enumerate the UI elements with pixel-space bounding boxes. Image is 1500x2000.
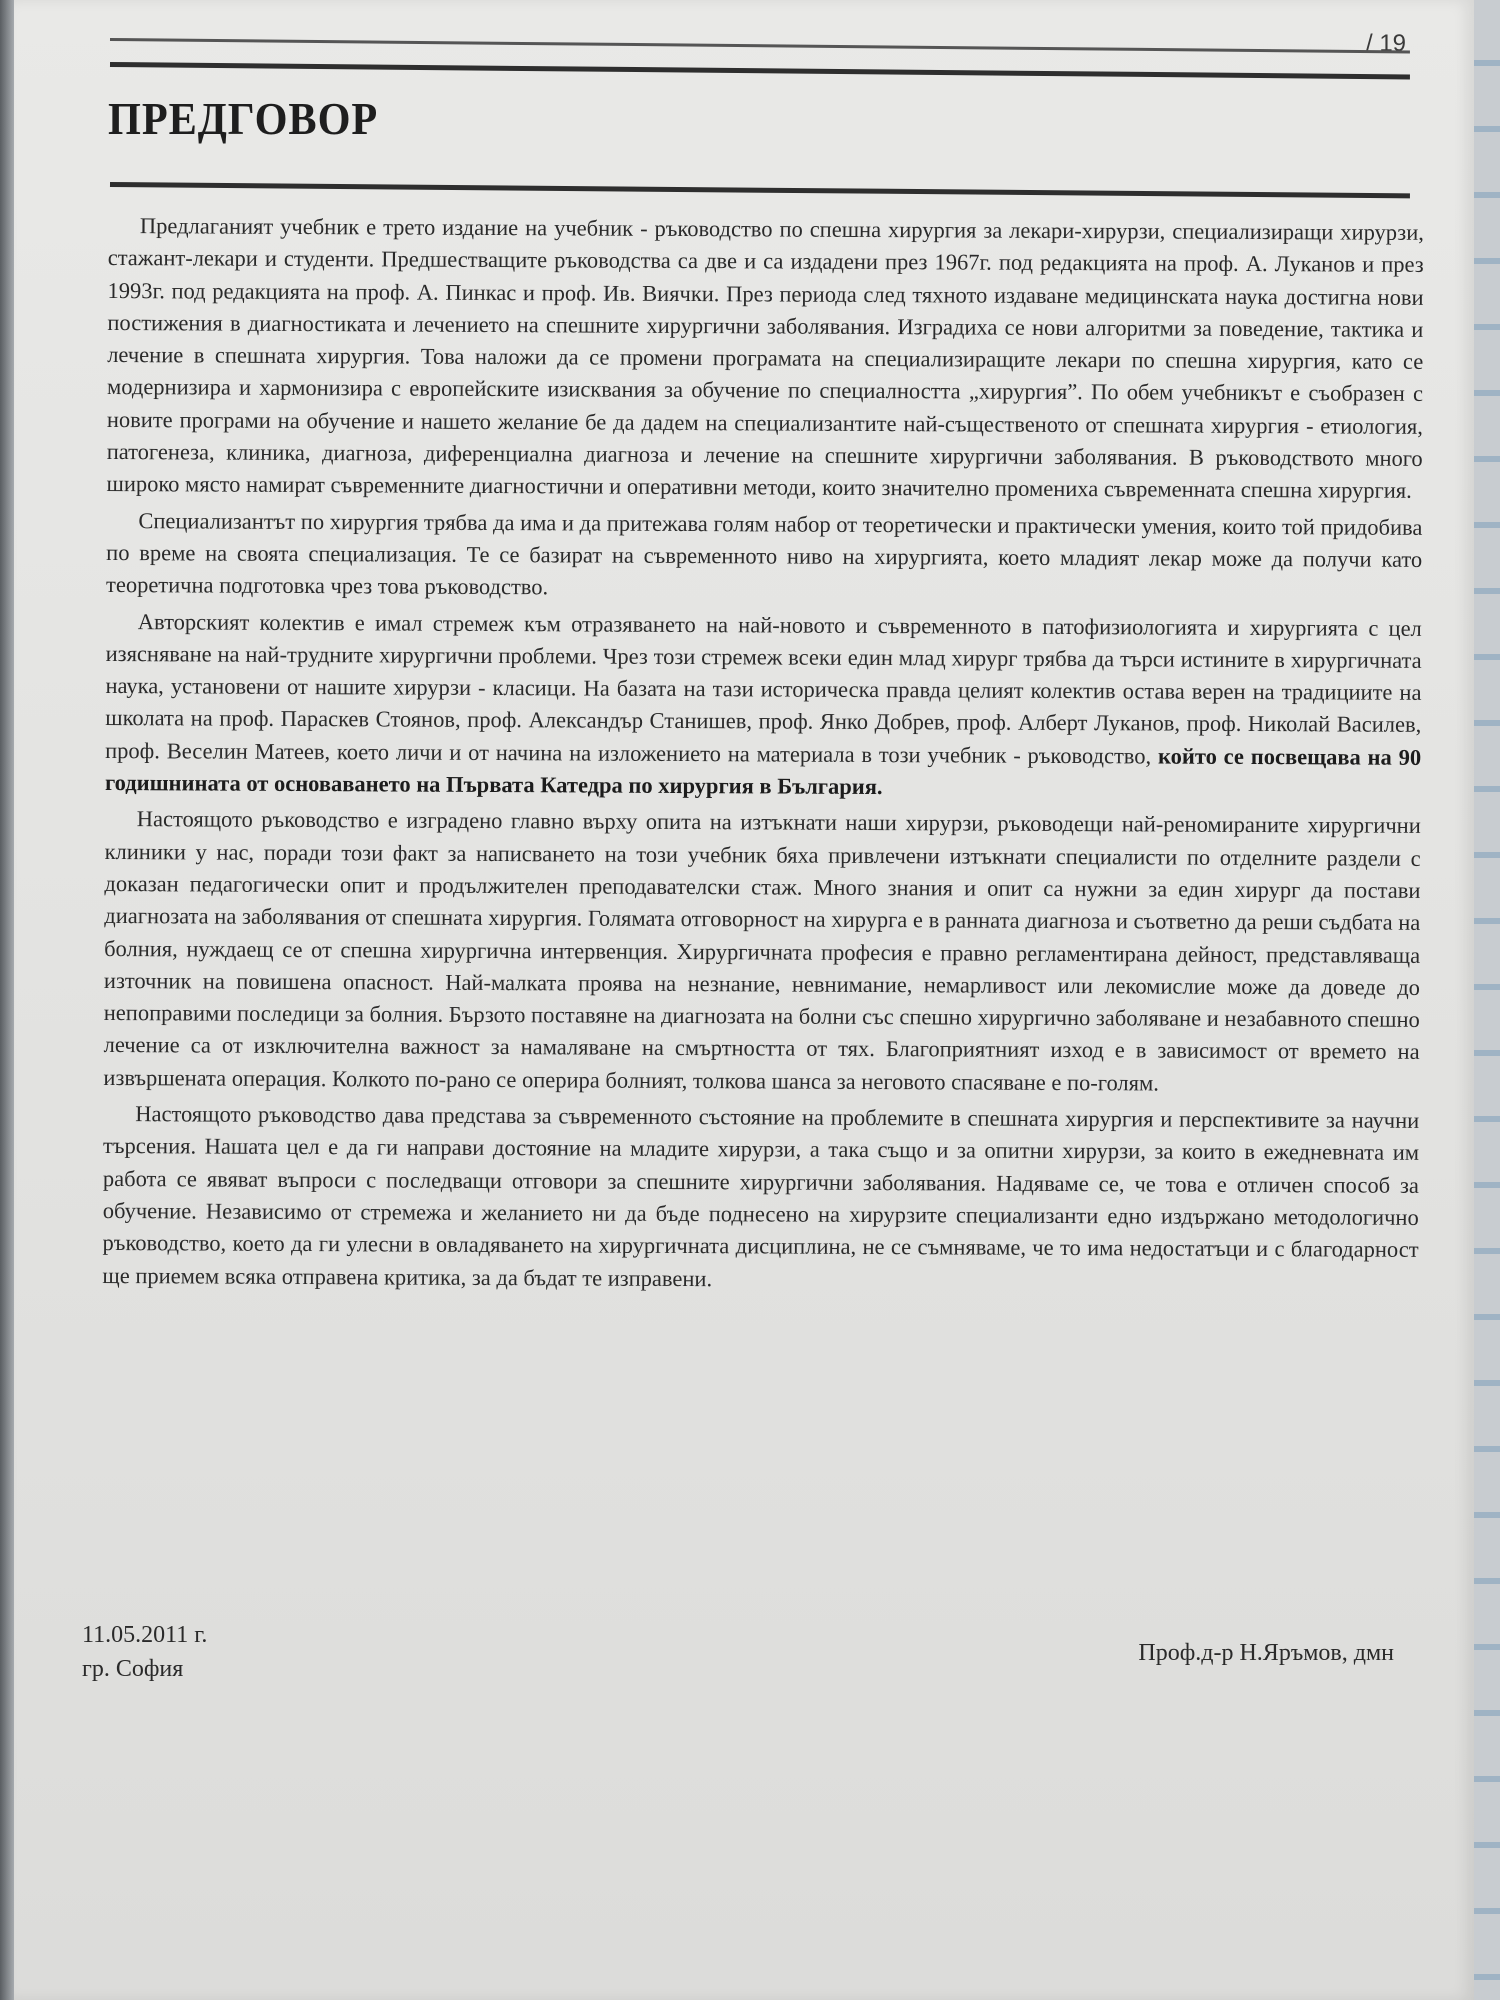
paragraph-text: Авторският колектив е имал стремеж към отразяването на най-новото и съвременното в патофизиологията и хирургията с цел изясняване на най-трудните хирургични проблеми. Чрез този стремеж всеки един млад хирург трябва да търси истините в хирургичната наука, установени от нашите хирурзи - класици. На базата на тази историческа правда целият колектив остава верен на традициите на школата на проф. Параскев Стоянов, проф. Александър Станишев, проф. Янко Добрев, проф. Алберт Луканов, проф. Николай Василев, проф. Веселин Матеев, което личи и от начина на изложението на материала в този учебник - ръководство, — [105, 608, 1422, 769]
title-underline-rule — [110, 182, 1410, 198]
place: гр. София — [82, 1656, 184, 1682]
book-binding-edge — [0, 0, 14, 2000]
paragraph-5 — [102, 1098, 1419, 1299]
paragraph-text: Настоящото ръководство дава представа за съвременното състояние на проблемите в спешната хирургия и перспективите за научни търсения. Нашата цел е да ги направи достояние на младите хирурзи, а така също и за опитни хирурзи, за които в ежедневната им работа се явяват въпроси с последващи отговори за спешните хирургични заболявания. Надяваме се, че това е отличен способ за обучение. Независимо от стремежа и желанието ни да бъде поднесено на хирурзите специализанти едно издържано методологично ръководство, което да ги улесни в овладяването на хирургичната дисциплина, не се съмняваме, че то има недостатъци и с благодарност ще приемем всяка отправена критика, за да бъдат те изправени. — [102, 1101, 1420, 1291]
paragraph-2 — [106, 505, 1422, 609]
author-signature: Проф.д-р Н.Яръмов, дмн — [1138, 1640, 1394, 1666]
paragraph-text: Настоящото ръководство е изградено главно върху опита на изтъкнати наши хирурзи, ръководещи най-реномираните хирургични клиники у нас, поради този факт за написването на този учебник бяха привлечени изтъкнати специалисти по отделните раздели с доказан педагогически опит и продължителен преподавателски стаж. Много знания и опит са нужни за един хирург да постави диагнозата на заболявания от спешната хирургия. Голямата отговорност на хирурга е в ранната диагноза и съответно да реши съдбата на болния, нуждаещ се от спешна хирургична интервенция. Хирургичната професия е правно регламентирана дейност, представляваща източник на повишена опасност. Най-малката проява на незнание, невнимание, немарливост или лекомислие може да доведе до непоправими последици за болния. Бързото поставяне на диагнозата на болни със спешно хирургично заболяване и незабавното спешно лечение са от изключителна важност за намаляване на смъртността от тях. Благоприятният изход е в зависимост от времето на извършената операция. Колкото по-рано се оперира болният, толкова шанса за неговото спасяване е по-голям. — [103, 806, 1421, 1096]
paragraph-text: Специализантът по хирургия трябва да има и да притежава голям набор от теоретически и практически умения, които той придобива по време на своята специализация. Те се базират на съвременното ниво на хирургията, което младият лекар може да получи като теоретична подготовка чрез това ръководство. — [105, 507, 1423, 600]
header-rule-thin — [110, 38, 1410, 53]
date-place-block — [82, 1618, 207, 1686]
preface-body — [102, 210, 1424, 1303]
header-rule-thick — [110, 62, 1410, 79]
page-number: / 19 — [1366, 30, 1407, 57]
next-pages-edge — [1474, 0, 1500, 2000]
paragraph-4 — [103, 803, 1421, 1101]
dedication-bold-text: който се посвещава на 90 годишнината от основаването на Първата Катедра по хирургия в България. — [104, 743, 1422, 800]
paragraph-3 — [105, 606, 1422, 807]
paragraph-1 — [106, 210, 1424, 508]
book-page — [14, 0, 1474, 2000]
date: 11.05.2011 г. — [82, 1622, 208, 1648]
page-title: ПРЕДГОВОР — [108, 93, 379, 144]
paragraph-text: Предлаганият учебник е трето издание на учебник - ръководство по спешна хирургия за лекари-хирурзи, специализиращи хирурзи, стажант-лекари и студенти. Предшестващите ръководства са две и са издадени през 1967г. под редакцията на проф. А. Луканов и през 1993г. под редакцията на проф. А. Пинкас и проф. Ив. Виячки. През периода след тяхното издаване медицинската наука достигна нови постижения в диагностиката и лечението на спешните хирургични заболявания. Изградиха се нови алгоритми за поведение, тактика и лечение в спешната хирургия. Това наложи да се промени програмата на специализиращите лекари по спешна хирургия, като се модернизира и хармонизира с европейските изисквания за обучение по специалността „хирургия”. По обем учебникът е съобразен с новите програми на обучение и нашето желание бе да дадем на специализантите най-същественото от спешната хирургия - етиология, патогенеза, клиника, диагноза, диференциална диагноза и лечение на спешните хирургични заболявания. В ръководството много широко място намират съвременните диагностични и оперативни методи, които значително промениха съвременната спешна хирургия. — [106, 213, 1424, 504]
